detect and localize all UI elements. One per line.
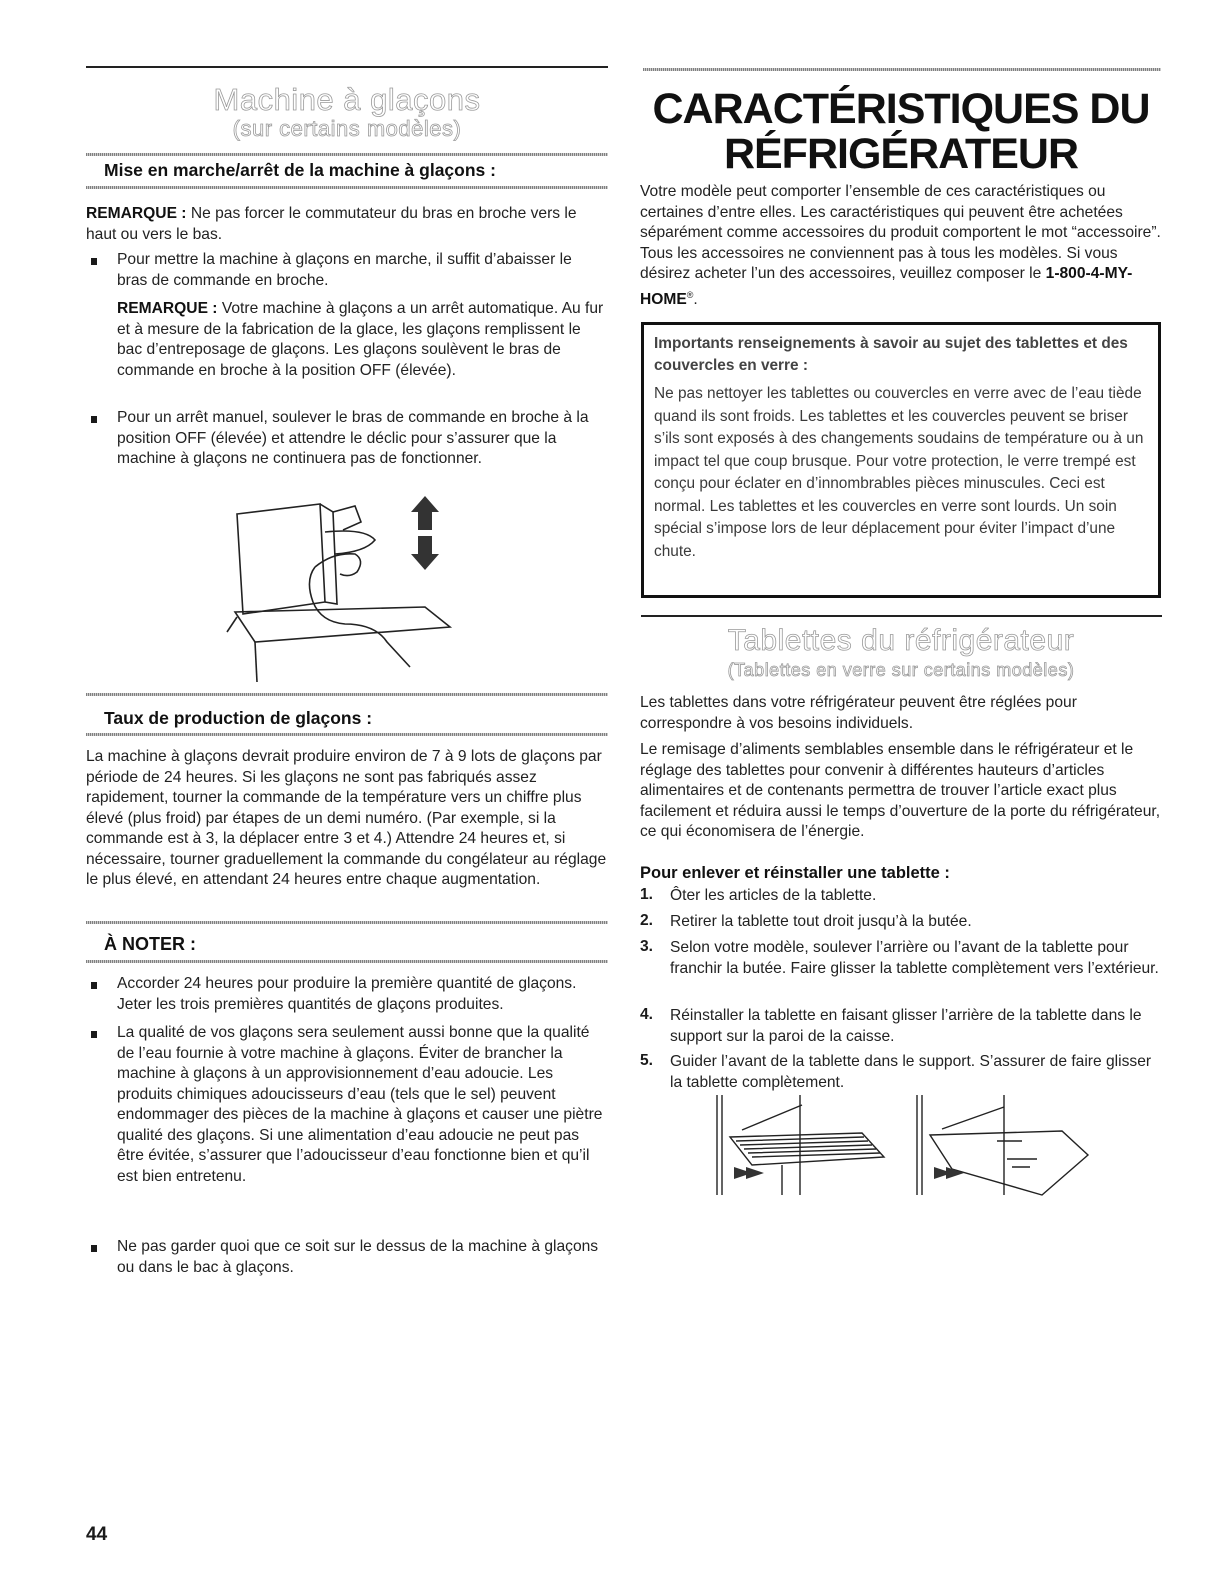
step-number: 3.: [640, 938, 654, 955]
note-water-quality: La qualité de vos glaçons sera seulement aussi bonne que la qualité de l’eau fournie à votre machine à glaçons. Éviter de brancher la machine à glaçons à un approvisionnement d’eau adoucie. Les produits chimiques adoucisseurs d’eau (tels que le sel) peuvent endommager des pièces de la machine à glaçons et causer une piètre qualité des glaçons. Si une alimentation d’eau adoucie ne peut pas être évitée, s’assurer que l’adoucisseur d’eau fonctionne bien et qu’il est bien entretenu.: [117, 1024, 603, 1185]
heading-note: À NOTER :: [104, 934, 196, 954]
rule-under-warning: [641, 615, 1162, 617]
remarque-2: [117, 299, 607, 381]
glass-shelf-illustration: [912, 1095, 1102, 1200]
intro-text: Votre modèle peut comporter l’ensemble de ces caractéristiques ou certaines d’entre elles. Les caractéristiques qui peuvent être achetées séparément comme accessoires du produit comportent le mot “accessoire”. Tous les accessoires ne conviennent pas à tous les modèles. Si vous désirez acheter l’un des accessoires, veuillez composer le: [640, 183, 1161, 282]
phone-number: 1-800-4-MY-HOME: [640, 265, 1133, 308]
divider: [86, 153, 608, 156]
step-text: Guider l’avant de la tablette dans le support. S’assurer de faire glisser la tablette complètement.: [670, 1053, 1152, 1091]
section-subtitle-ice-maker: (sur certains modèles): [232, 116, 462, 141]
step-number: 5.: [640, 1052, 654, 1069]
step-number: 1.: [640, 886, 654, 903]
remarque2-text: Votre machine à glaçons a un arrêt automatique. Au fur et à mesure de la fabrication de la glace, les glaçons remplissent le bac d’entreposage de glaçons. Les glaçons soulèvent le bras de commande en broche à la position OFF (élevée).: [117, 300, 604, 379]
section-title-ice-maker: Machine à glaçons: [213, 82, 481, 117]
pull-arrow-icon: [734, 1167, 764, 1179]
heading-production-rate: Taux de production de glaçons :: [104, 708, 373, 728]
intro-end: .: [693, 290, 698, 308]
bullet-ice-off: Pour un arrêt manuel, soulever le bras de commande en broche à la position OFF (élevée) et attendre le déclic pour s’assurer que la machine à glaçons ne continuera pas de fonctionner.: [117, 409, 589, 467]
section-subtitle-shelves: (Tablettes en verre sur certains modèles): [727, 660, 1075, 680]
divider: [86, 921, 608, 924]
registered-mark: ®: [686, 289, 694, 300]
step-text: Réinstaller la tablette en faisant glisser l’arrière de la tablette dans le support sur la paroi de la caisse.: [670, 1007, 1142, 1045]
top-rule-left: [86, 66, 608, 68]
up-arrow-icon: [411, 496, 439, 530]
production-paragraph: La machine à glaçons devrait produire environ de 7 à 9 lots de glaçons par période de 24 heures. Si les glaçons ne sont pas fabriqués assez rapidement, tourner la commande de la température vers un chiffre plus élevé (plus froid) par étapes de un demi numéro. (Par exemple, si la commande est à 3, la déplacer entre 3 et 4.) Attendre 24 heures et, si nécessaire, tourner graduellement la commande du congélateur au réglage le plus élevé, en attendant 24 heures entre chaque augmentation.: [86, 748, 607, 888]
step-number: 4.: [640, 1006, 654, 1023]
main-title-line2: RÉFRIGÉRATEUR: [723, 130, 1079, 178]
shelves-paragraph-1: Les tablettes dans votre réfrigérateur peuvent être réglées pour correspondre à vos besoins individuels.: [640, 694, 1077, 732]
warning-heading: Importants renseignements à savoir au sujet des tablettes et des couvercles en verre :: [654, 335, 1128, 374]
warning-text: Ne pas nettoyer les tablettes ou couvercles en verre avec de l’eau tiède quand ils sont froids. Les tablettes et les couvercles peuvent se briser s’ils sont exposés à des changements soudains de température ou à un impact tel que coup brusque. Pour votre protection, le verre trempé est conçu pour éclater en d’innombrables pièces minuscules. Ceci est normal. Les tablettes et les couvercles en verre sont lourds. Un soin spécial s’impose lors de leur déplacement pour éviter l’impact d’une chute.: [654, 385, 1144, 560]
divider: [86, 186, 608, 189]
step-text: Selon votre modèle, soulever l’arrière ou l’avant de la tablette pour franchir la butée. Faire glisser la tablette complètement vers l’extérieur.: [670, 939, 1159, 977]
page-number: 44: [86, 1524, 108, 1545]
section-title-shelves: Tablettes du réfrigérateur: [727, 624, 1075, 657]
glass-warning-box: [641, 322, 1161, 598]
heading-remove-shelf: Pour enlever et réinstaller une tablette :: [640, 864, 950, 882]
note-first-batch: Accorder 24 heures pour produire la première quantité de glaçons. Jeter les trois premières quantités de glaçons produites.: [117, 975, 577, 1013]
heading-on-off: Mise en marche/arrêt de la machine à glaçons :: [104, 160, 496, 180]
bullet-marker: [91, 258, 97, 265]
note-nothing-on-top: Ne pas garder quoi que ce soit sur le dessus de la machine à glaçons ou dans le bac à glaçons.: [117, 1238, 599, 1276]
top-dotted-rule-right: [643, 68, 1161, 71]
pull-arrow-icon: [934, 1167, 964, 1179]
divider: [86, 960, 608, 963]
ice-maker-illustration: [225, 492, 475, 682]
divider: [86, 693, 608, 696]
step-text: Retirer la tablette tout droit jusqu’à la butée.: [670, 913, 972, 930]
step-text: Ôter les articles de la tablette.: [670, 887, 877, 904]
remarque2-label: REMARQUE :: [117, 300, 218, 317]
main-title-line1: CARACTÉRISTIQUES DU: [652, 85, 1150, 133]
bullet-ice-on: Pour mettre la machine à glaçons en marche, il suffit d’abaisser le bras de commande en broche.: [117, 251, 572, 289]
intro-paragraph: [640, 182, 1162, 310]
bullet-marker: [91, 416, 97, 423]
remarque-text: Ne pas forcer le commutateur du bras en broche vers le haut ou vers le bas.: [86, 205, 577, 243]
bullet-marker: [91, 1031, 97, 1038]
bullet-marker: [91, 1245, 97, 1252]
wire-shelf-illustration: [712, 1095, 892, 1200]
shelves-paragraph-2: Le remisage d’aliments semblables ensemble dans le réfrigérateur et le réglage des tablettes pour convenir à différentes hauteurs d’articles alimentaires et de contenants permettra de trouver l’article exact plus facilement et réduira aussi le temps d’ouverture de la porte du réfrigérateur, ce qui économisera de l’énergie.: [640, 741, 1161, 840]
bullet-marker: [91, 982, 97, 989]
down-arrow-icon: [411, 536, 439, 570]
divider: [86, 733, 608, 736]
remarque-label: REMARQUE :: [86, 205, 187, 222]
step-number: 2.: [640, 912, 654, 929]
remarque-1: [86, 204, 608, 245]
